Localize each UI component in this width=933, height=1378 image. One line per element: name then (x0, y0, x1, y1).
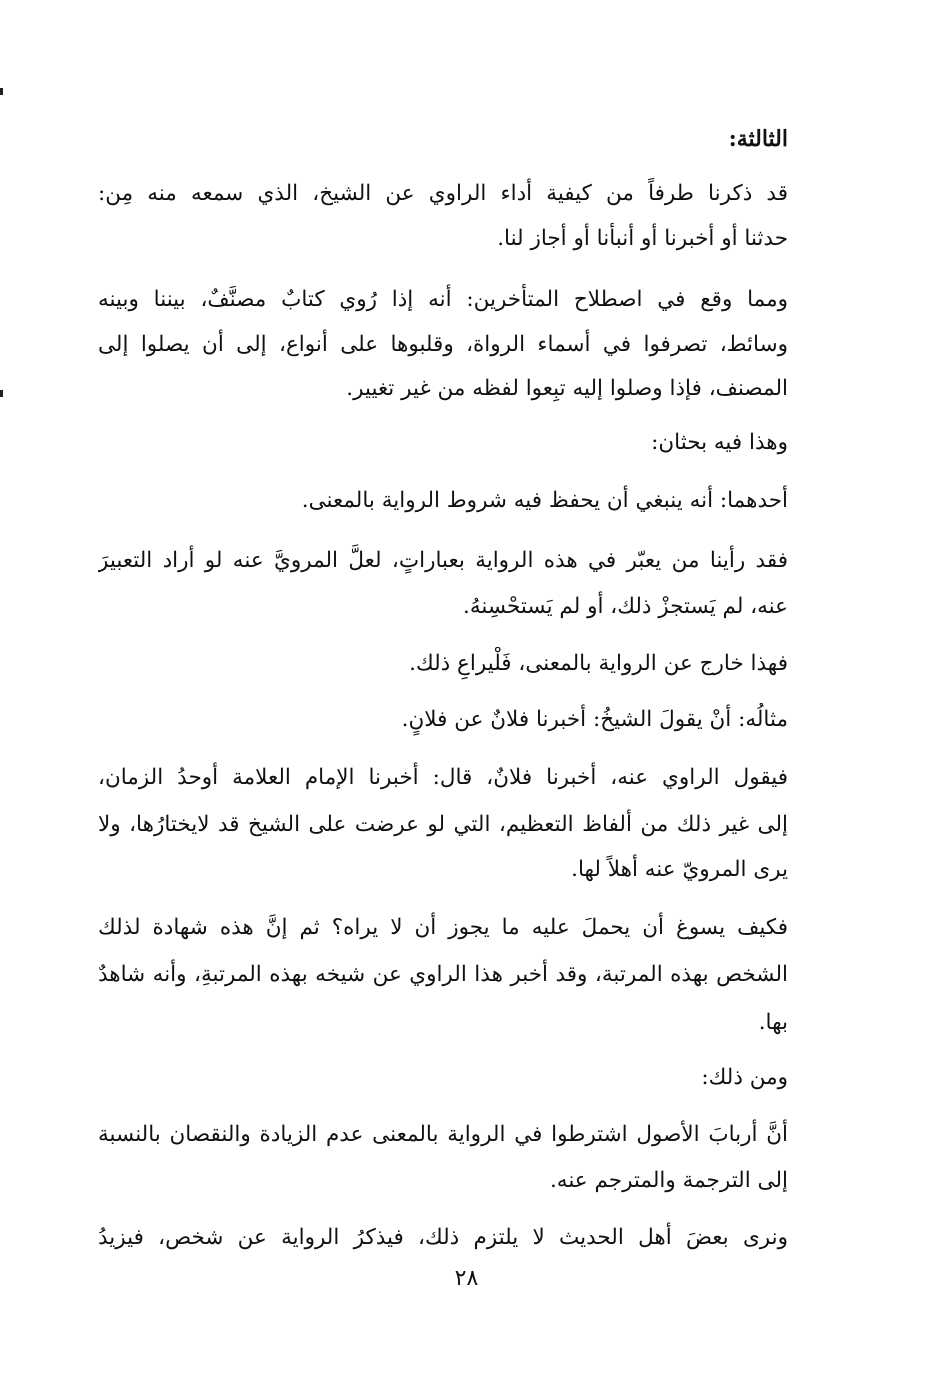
text-line: قد ذكرنا طرفاً من كيفية أداء الراوي عن الشيخ، الذي سمعه منه مِن: (98, 181, 788, 206)
text-line: ومما وقع في اصطلاح المتأخرين: أنه إذا رُوي كتابٌ مصنَّفٌ، بيننا وبينه (98, 287, 788, 312)
text-line: عنه، لم يَستجزْ ذلك، أو لم يَستحْسِنهُ. (463, 594, 788, 619)
scan-edge-mark-top (0, 88, 3, 95)
text-line: ومن ذلك: (701, 1065, 788, 1090)
text-line: إلى غير ذلك من ألفاظ التعظيم، التي لو عرضت على الشيخ قد لايختارُها، ولا (98, 812, 788, 837)
text-line: إلى الترجمة والمترجم عنه. (549, 1168, 788, 1193)
section-heading: الثالثة: (728, 126, 788, 152)
text-line: يرى المرويّ عنه أهلاً لها. (571, 857, 788, 882)
text-line: حدثنا أو أخبرنا أو أنبأنا أو أجاز لنا. (497, 226, 788, 251)
text-line: ونرى بعضَ أهل الحديث لا يلتزم ذلك، فيذكرُ الرواية عن شخص، فيزيدُ (98, 1225, 788, 1250)
text-line: فهذا خارج عن الرواية بالمعنى، فَلْيراعِ ذلك. (409, 651, 788, 676)
scan-edge-mark-middle (0, 390, 3, 397)
text-line: مثالُه: أنْ يقولَ الشيخُ: أخبرنا فلانٌ عن فلانٍ. (401, 707, 788, 732)
page-number: ٢٨ (454, 1266, 479, 1291)
text-line: بها. (758, 1010, 788, 1035)
text-line: وهذا فيه بحثان: (651, 430, 788, 455)
text-line: أنَّ أربابَ الأصول اشترطوا في الرواية بالمعنى عدم الزيادة والنقصان بالنسبة (98, 1122, 788, 1147)
text-line: أحدهما: أنه ينبغي أن يحفظ فيه شروط الرواية بالمعنى. (301, 488, 788, 513)
text-line: فقد رأينا من يعبّر في هذه الرواية بعباراتٍ، لعلَّ المرويَّ عنه لو أراد التعبيرَ (98, 548, 788, 573)
text-line: المصنف، فإذا وصلوا إليه تبِعوا لفظه من غير تغيير. (346, 376, 788, 401)
text-line: الشخص بهذه المرتبة، وقد أخبر هذا الراوي عن شيخه بهذه المرتبةِ، وأنه شاهدٌ (98, 962, 788, 987)
text-line: وسائط، تصرفوا في أسماء الرواة، وقلبوها على أنواع، إلى أن يصلوا إلى (98, 332, 788, 357)
text-line: فكيف يسوغ أن يحملَ عليه ما يجوز أن لا يراه؟ ثم إنَّ هذه شهادة لذلك (98, 915, 788, 940)
text-line: فيقول الراوي عنه، أخبرنا فلانٌ، قال: أخبرنا الإمام العلامة أوحدُ الزمان، (98, 765, 788, 790)
